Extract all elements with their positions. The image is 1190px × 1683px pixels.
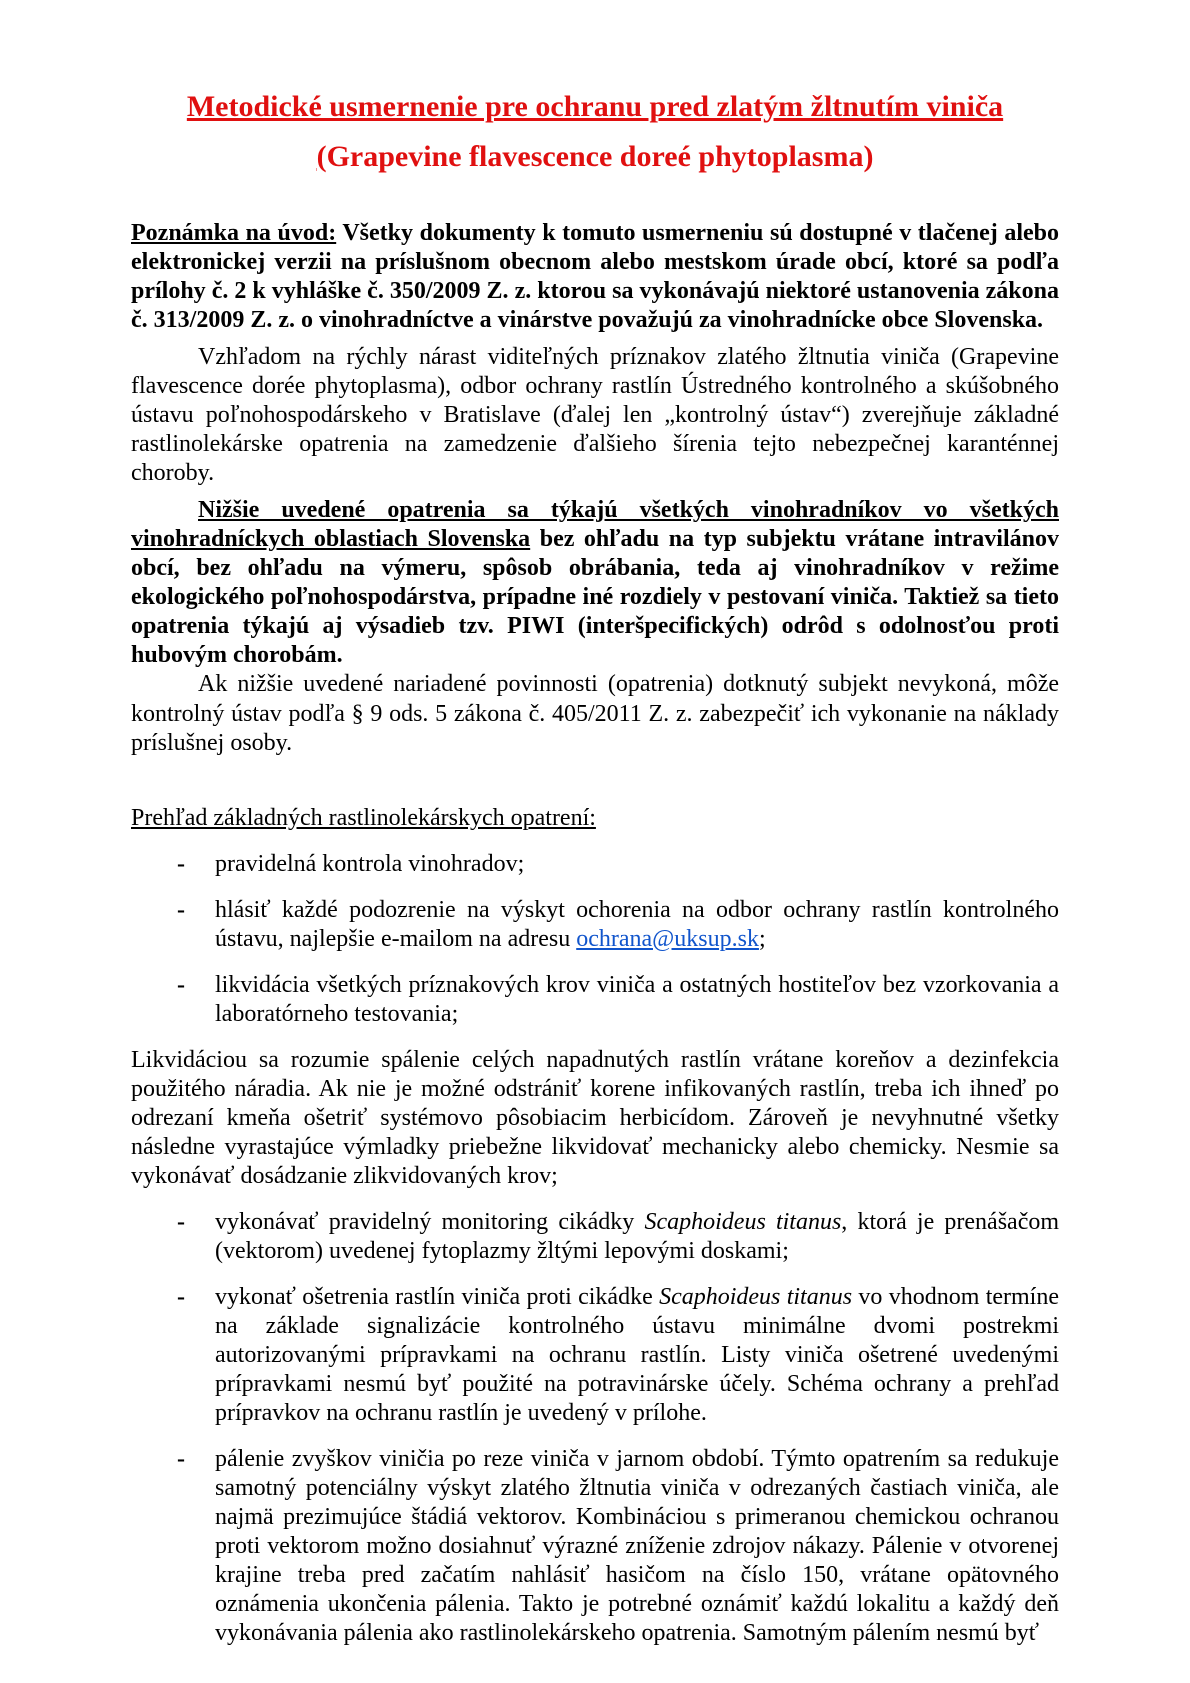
note-paragraph [131,219,1059,335]
dash-bullet: - [177,1446,185,1473]
title-text: Metodické usmernenie pre ochranu pred zlatým žltnutím viniča [186,90,1004,123]
list-item-pravidelna-kontrola [131,850,1059,879]
document-title-line2 [131,138,1059,176]
title-subtitle-text: Grapevine flavescence doreé phytoplasma) [326,139,874,173]
note-body: Všetky dokumenty k tomuto usmerneniu sú dostupné v tlačenej alebo elektronickej verzii na príslušnom obecnom alebo mestskom úrade obcí, ktoré sa podľa prílohy č. 2 k vyhláške č. 350/2009 Z. z. ktorou sa vykonávajú niektoré ustanovenia zákona č. 313/2009 Z. z. o vinohradníctve a vinárstve považujú za vinohradnícke obce Slovenska. [131,220,1059,334]
measures-list-continued [131,1208,1059,1648]
underlined-emphasis: Nižšie uvedené opatrenia sa týkajú všetkých vinohradníkov vo všetkých vinohradníckych oblastiach Slovenska [131,497,1059,553]
title-open-paren: ( [316,139,327,173]
email-link[interactable]: ochrana@uksup.sk [576,925,759,952]
dash-bullet: - [177,896,185,923]
dash-bullet: - [177,1283,185,1310]
bullet-text-after: vo vhodnom termíne na základe signalizácie kontrolného ústavu minimálne dvomi postrekmi autorizovanými prípravkami na ochranu rastlín. Listy viniča ošetrené uvedenými prípravkami nesmú byť použité na potravinárske účely. Schéma ochrany a prehľad prípravkov na ochranu rastlín je uvedený v prílohe. [215,1283,1060,1427]
dash-bullet: - [177,850,185,877]
note-lead: Poznámka na úvod: [131,220,337,246]
list-item-osetrenia-rastlin [131,1283,1059,1428]
bullet-text: pravidelná kontrola vinohradov; [215,850,525,877]
list-item-palenie-zvyskov [131,1445,1059,1648]
paragraph-nizsie [131,496,1059,670]
list-item-hlasit-podozrenie [131,896,1059,954]
bullet-text: hlásiť každé podozrenie na výskyt ochorenia na odbor ochrany rastlín kontrolného ústavu, najlepšie e-mailom na adresu [215,896,1059,952]
list-item-likvidacia-krov [131,971,1059,1029]
species-name-italic: Scaphoideus titanus [659,1283,853,1310]
paragraph-nizsie-rest: bez ohľadu na typ subjektu vrátane intravilánov obcí, bez ohľadu na výmeru, spôsob obrábania, teda aj vinohradníkov v režime ekologického poľnohospodárstva, prípadne iné rozdiely v pestovaní viniča. Taktiež sa tieto opatrenia týkajú aj výsadieb tzv. PIWI (interšpecifických) odrôd s odolnosťou proti hubovým chorobám. [131,526,1059,669]
dash-bullet: - [177,1208,185,1235]
bullet-text-after: ; [758,925,766,952]
bullet-text: likvidácia všetkých príznakových krov viniča a ostatných hostiteľov bez vzorkovania a laboratórneho testovania; [215,971,1059,1027]
bullet-text: pálenie zvyškov viničia po reze viniča v jarnom období. Týmto opatrením sa redukuje samotný potenciálny výskyt zlatého žltnutia viniča v odrezaných častiach viniča, ale najmä prezimujúce štádiá vektorov. Kombináciou s primeranou chemickou ochranou proti vektorom možno dosiahnuť výrazné zníženie zdrojov nákazy. Pálenie v otvorenej krajine treba pred začatím nahlásiť hasičom na číslo 150, vrátane opätovného oznámenia ukončenia pálenia. Takto je potrebné oznámiť každú lokalitu a každý deň vykonávania pálenia ako rastlinolekárskeho opatrenia. Samotným pálením nesmú byť [215,1446,1059,1647]
bullet-text: vykonať ošetrenia rastlín viniča proti cikádke [215,1283,660,1310]
paragraph-likvidacia: Likvidáciou sa rozumie spálenie celých napadnutých rastlín vrátane koreňov a dezinfekcia použitého náradia. Ak nie je možné odstrániť korene infikovaných rastlín, treba ich ihneď po odrezaní kmeňa ošetriť systémovo pôsobiacim herbicídom. Zároveň je nevyhnutné všetky následne vyrastajúce výmladky priebežne likvidovať mechanicky alebo chemicky. Nesmie sa vykonávať dosádzanie zlikvidovaných krov; [131,1046,1059,1189]
dash-bullet: - [177,971,185,998]
bullet-text-after: , ktorá je prenášačom (vektorom) uvedenej fytoplazmy žltými lepovými doskami; [215,1208,1060,1264]
list-item-monitoring-cikadky [131,1208,1059,1266]
measures-list [131,850,1059,1029]
section-heading: Prehľad základných rastlinolekárskych opatrení: [131,804,596,831]
bullet-text: vykonávať pravidelný monitoring cikádky [215,1208,645,1235]
paragraph-ak: Ak nižšie uvedené nariadené povinnosti (opatrenia) dotknutý subjekt nevykoná, môže kontrolný ústav podľa § 9 ods. 5 zákona č. 405/2011 Z. z. zabezpečiť ich vykonanie na náklady príslušnej osoby. [131,671,1059,756]
paragraph-vzhladom: Vzhľadom na rýchly nárast viditeľných príznakov zlatého žltnutia viniča (Grapevine flavescence dorée phytoplasma), odbor ochrany rastlín Ústredného kontrolného a skúšobného ústavu poľnohospodárskeho v Bratislave (ďalej len „kontrolný ústav“) zverejňuje základné rastlinolekárske opatrenia na zamedzenie ďalšieho šírenia tejto nebezpečnej karanténnej choroby. [131,344,1059,487]
document-title-line1 [131,88,1059,126]
species-name-italic: Scaphoideus titanus [644,1208,842,1235]
